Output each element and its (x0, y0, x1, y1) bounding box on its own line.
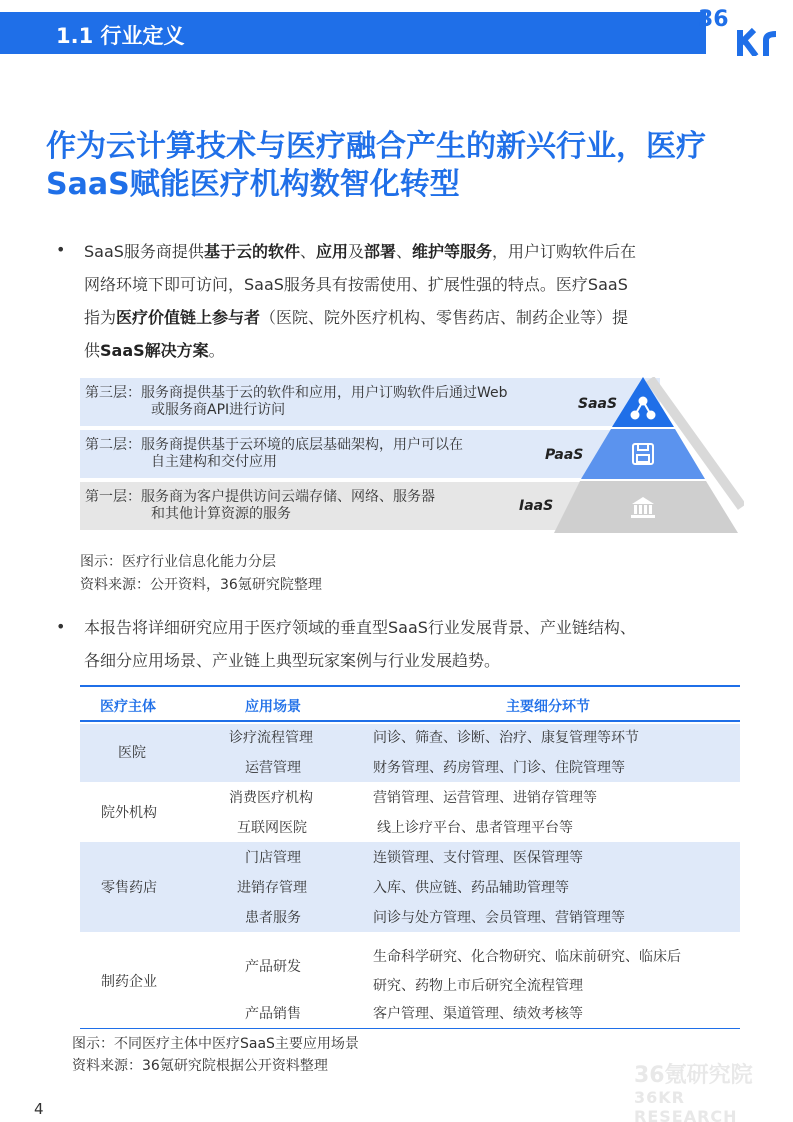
table-header-detail: 主要细分环节 (506, 699, 590, 715)
layer-text-paas: 第二层：服务商提供基于云环境的底层基础架构，用户可以在 自主建构和交付应用 (85, 437, 463, 470)
section-title: 1.1 行业定义 (56, 24, 185, 48)
page-number: 4 (34, 1100, 44, 1118)
table-detail: 生命科学研究、化合物研究、临床前研究、临床后 (373, 949, 681, 965)
36kr-logo (696, 0, 793, 56)
table-detail: 问诊与处方管理、会员管理、营销管理等 (373, 910, 625, 926)
table-scene: 消费医疗机构 (229, 790, 313, 806)
saas-label: SaaS (578, 396, 618, 412)
table-header-subject: 医疗主体 (100, 699, 156, 715)
table-source: 资料来源：36氪研究院根据公开资料整理 (72, 1058, 328, 1074)
layer-text-iaas: 第一层：服务商为客户提供访问云端存储、网络、服务器 和其他计算资源的服务 (85, 489, 435, 522)
table-scene: 互联网医院 (237, 820, 307, 836)
main-title: 作为云计算技术与医疗融合产生的新兴行业，医疗 SaaS赋能医疗机构数智化转型 (46, 129, 706, 202)
table-detail: 营销管理、运营管理、进销存管理等 (373, 790, 597, 806)
bullet: • (56, 240, 66, 259)
table-detail: 研究、药物上市后研究全流程管理 (373, 978, 583, 994)
table-detail: 线上诊疗平台、患者管理平台等 (377, 820, 573, 836)
table-detail: 客户管理、渠道管理、绩效考核等 (373, 1006, 583, 1022)
table-scene: 患者服务 (245, 910, 301, 926)
watermark: 36氪研究院 (634, 1063, 753, 1088)
table-detail: 财务管理、药房管理、门诊、住院管理等 (373, 760, 625, 776)
paas-label: PaaS (545, 447, 584, 463)
table-scene: 进销存管理 (237, 880, 307, 896)
table-scene: 产品销售 (245, 1006, 301, 1022)
layer-text-saas: 第三层：服务商提供基于云的软件和应用，用户订购软件后通过Web 或服务商API进行访问 (85, 385, 508, 418)
iaas-label: IaaS (519, 498, 554, 514)
table-scene: 运营管理 (245, 760, 301, 776)
table-scene: 诊疗流程管理 (229, 730, 313, 746)
table-header-rule (80, 720, 740, 722)
table-subject: 院外机构 (101, 805, 157, 821)
svg-text:36: 36 (698, 7, 729, 32)
second-paragraph: 本报告将详细研究应用于医疗领域的垂直型SaaS行业发展背景、产业链结构、 各细分应用场景、产业链上典型玩家案例与行业发展趋势。 (84, 618, 636, 670)
table-subject: 医院 (118, 745, 146, 761)
bullet: • (56, 617, 66, 636)
table-subject: 制药企业 (101, 974, 157, 990)
table-subject: 零售药店 (101, 880, 157, 896)
table-caption: 图示：不同医疗主体中医疗SaaS主要应用场景 (72, 1036, 359, 1052)
pyramid-source: 资料来源：公开资料，36氪研究院整理 (80, 577, 322, 593)
intro-paragraph: SaaS服务商提供基于云的软件、应用及部署、维护等服务，用户订购软件后在 网络环境下即可访问，SaaS服务具有按需使用、扩展性强的特点。医疗SaaS 指为医疗价值链上参与者（医院、院外医疗机构、零售药店、制药企业等）提 供SaaS解决方案。 (84, 242, 637, 360)
pyramid-caption: 图示：医疗行业信息化能力分层 (80, 554, 276, 570)
table-scene: 门店管理 (245, 850, 301, 866)
table-detail: 问诊、筛查、诊断、治疗、康复管理等环节 (373, 730, 639, 746)
watermark-en: 36KR RESEARCH (634, 1088, 738, 1122)
table-top-rule (80, 685, 740, 687)
table-detail: 入库、供应链、药品辅助管理等 (373, 880, 569, 896)
table-scene: 产品研发 (245, 959, 301, 975)
table-bottom-rule (80, 1028, 740, 1029)
table-detail: 连锁管理、支付管理、医保管理等 (373, 850, 583, 866)
table-header-scene: 应用场景 (245, 699, 301, 715)
